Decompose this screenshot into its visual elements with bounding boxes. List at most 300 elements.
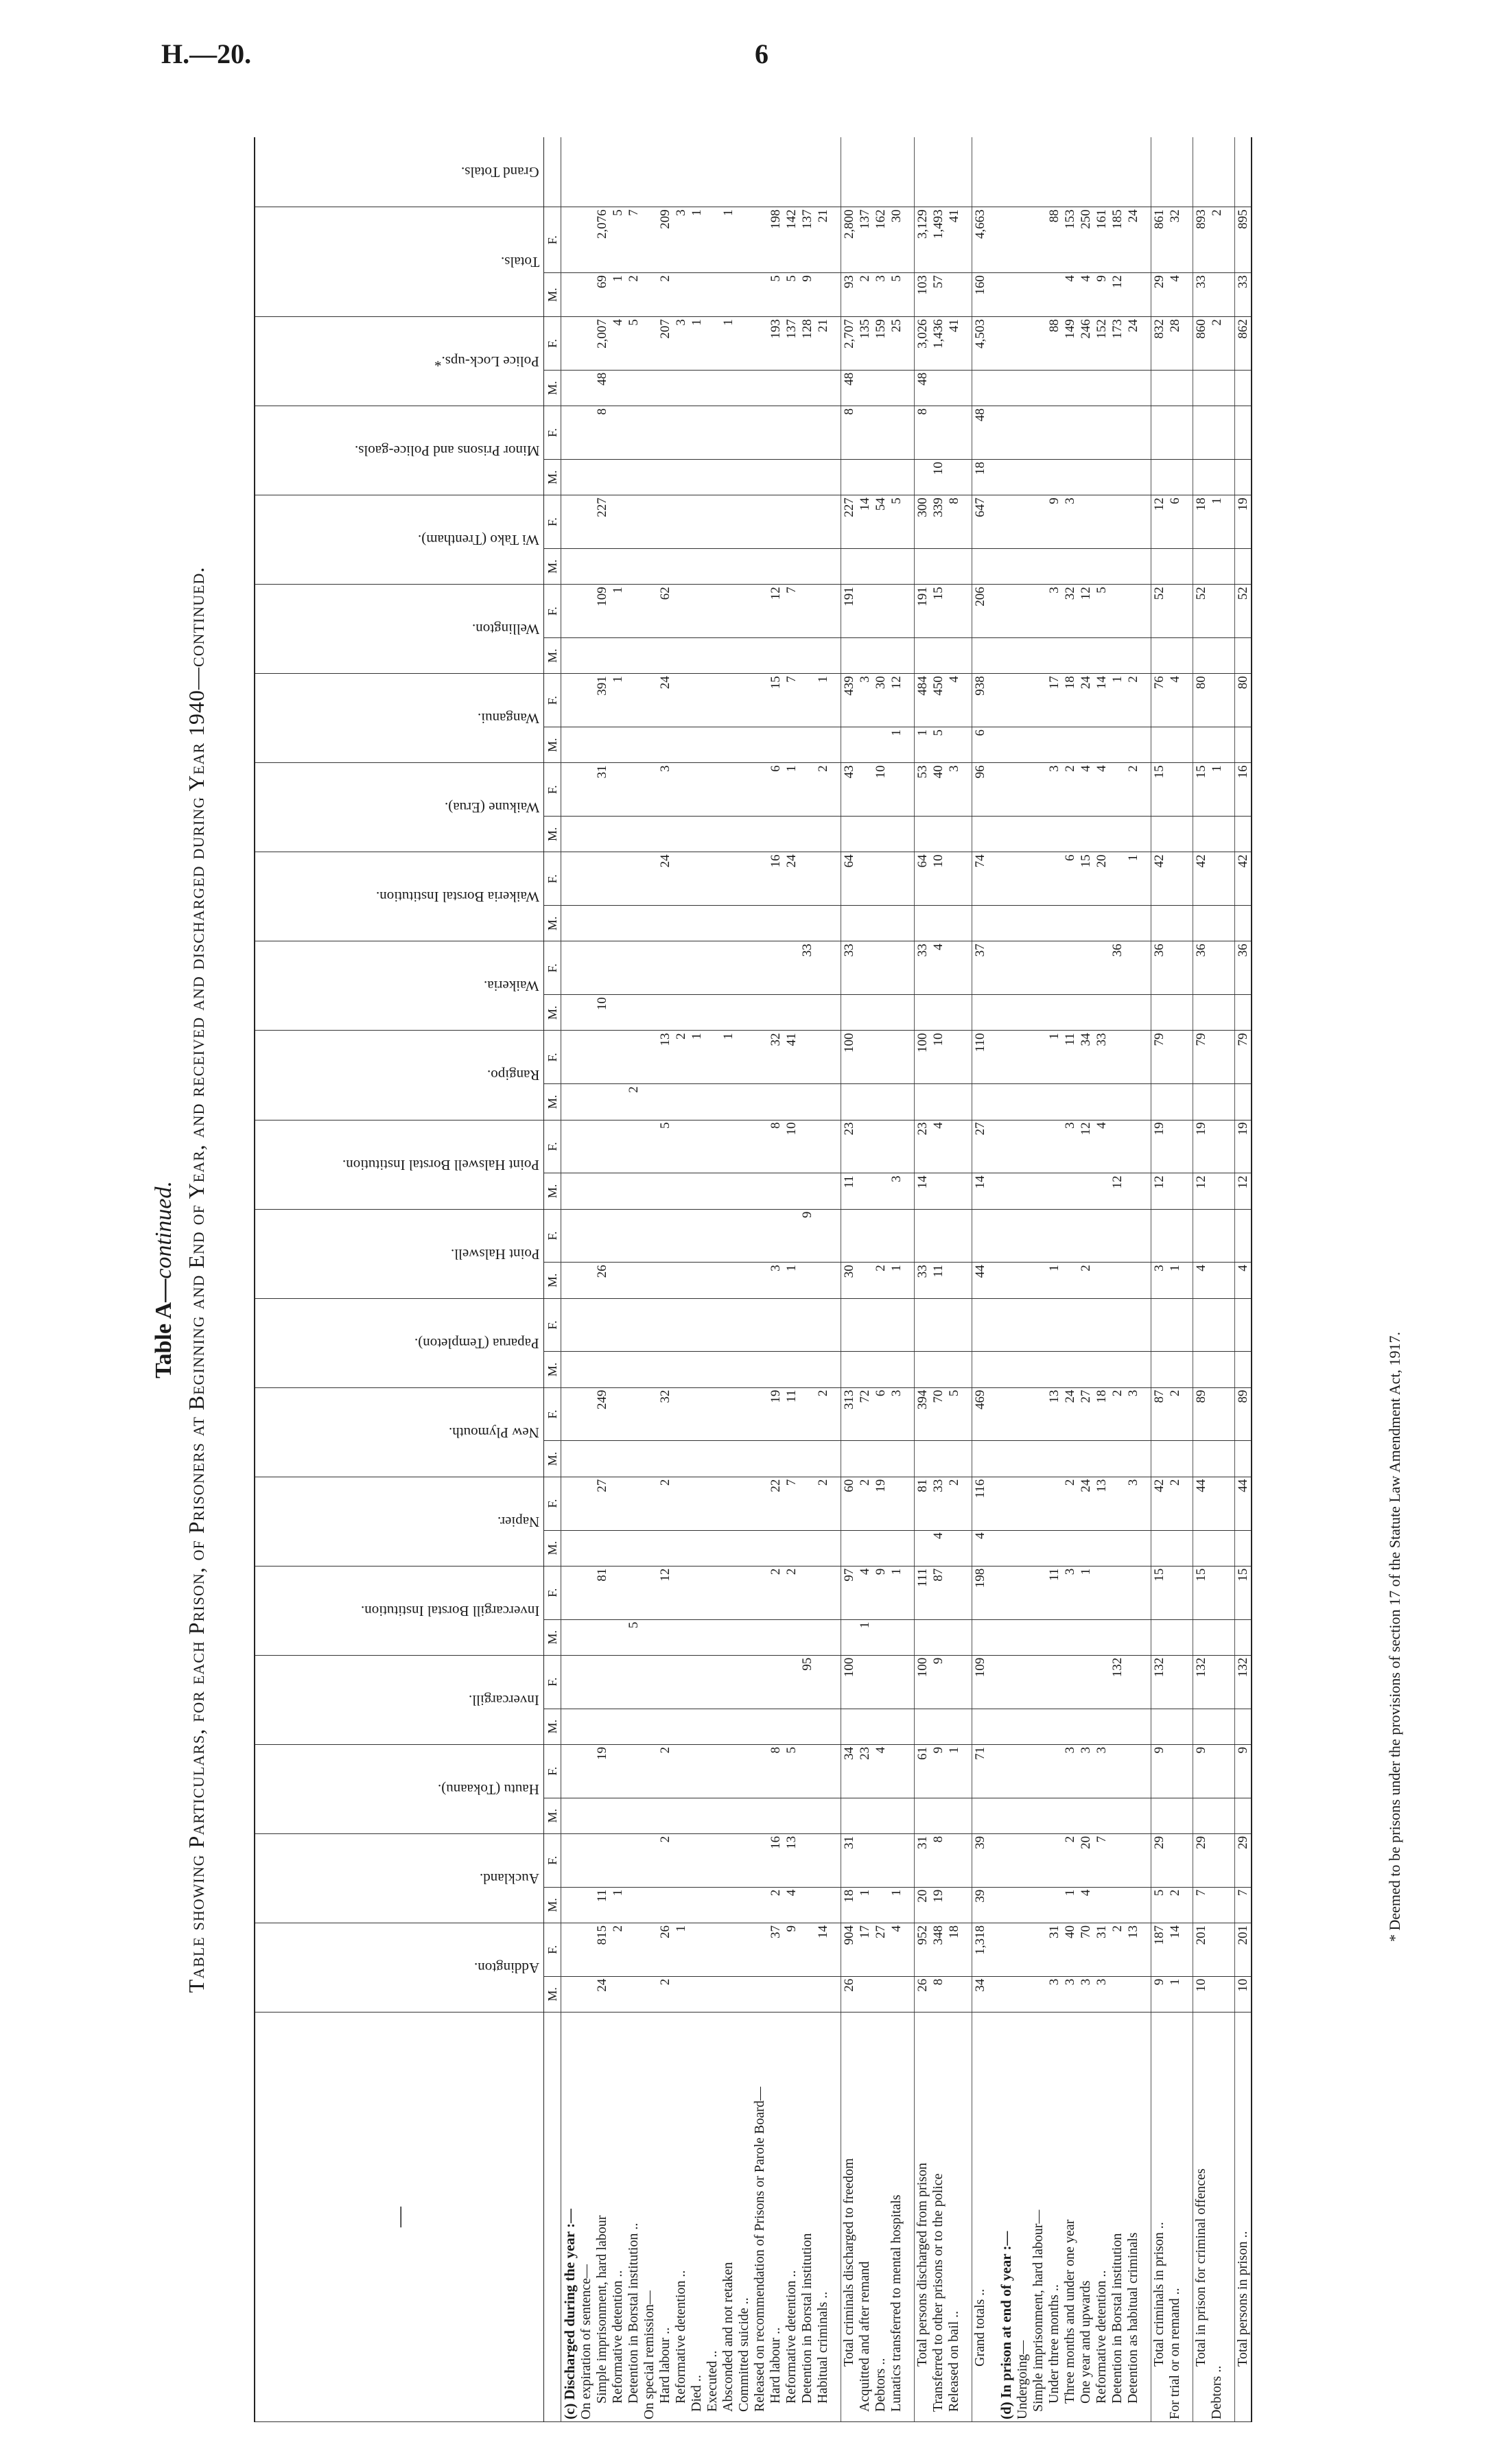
table-cell	[841, 549, 858, 585]
table-cell	[1125, 1209, 1141, 1263]
female-subheader: F.	[544, 1120, 561, 1173]
table-cell: 1	[689, 317, 705, 371]
table-cell	[1046, 137, 1062, 207]
table-cell: 8	[768, 1744, 784, 1798]
table-cell	[752, 1976, 768, 2012]
table-cell	[815, 1352, 831, 1387]
table-cell	[610, 137, 626, 207]
table-cell	[1015, 1477, 1031, 1530]
table-cell	[720, 852, 736, 906]
table-cell	[784, 638, 799, 674]
table-cell	[736, 763, 752, 817]
table-cell	[1094, 1173, 1110, 1209]
table-cell: 862	[1235, 317, 1252, 371]
table-cell	[673, 1477, 689, 1530]
table-cell	[673, 549, 689, 585]
table-cell: 860	[1193, 317, 1210, 371]
table-cell	[705, 727, 720, 763]
table-row	[972, 137, 989, 2422]
table-cell: 100	[841, 1031, 858, 1084]
table-row	[1062, 137, 1078, 2422]
table-cell	[1046, 273, 1062, 317]
table-row	[594, 137, 610, 2422]
table-cell	[1235, 1441, 1252, 1477]
table-cell	[784, 817, 799, 852]
table-cell	[1125, 585, 1141, 638]
table-cell	[736, 1477, 752, 1530]
table-cell	[561, 406, 579, 460]
table-cell	[784, 370, 799, 406]
table-cell	[1125, 817, 1141, 852]
table-cell	[1062, 406, 1078, 460]
table-cell	[578, 1173, 594, 1209]
table-cell	[720, 1976, 736, 2012]
table-cell	[1046, 549, 1062, 585]
table-cell: 40	[1062, 1923, 1078, 1976]
row-label: Hard labour ..	[657, 2012, 673, 2421]
table-cell	[873, 941, 889, 995]
table-cell	[642, 727, 657, 763]
table-cell	[930, 1352, 946, 1387]
table-cell	[689, 1976, 705, 2012]
table-cell: 14	[1167, 1923, 1183, 1976]
table-cell	[1110, 852, 1125, 906]
table-cell: 30	[873, 674, 889, 727]
table-cell	[1015, 549, 1031, 585]
table-cell	[1125, 1887, 1141, 1923]
table-cell	[873, 1887, 889, 1923]
table-cell	[561, 207, 579, 273]
table-cell	[946, 1173, 962, 1209]
table-cell	[642, 995, 657, 1031]
stub-header: —	[255, 2012, 544, 2421]
table-cell	[815, 1566, 831, 1619]
table-cell	[736, 317, 752, 371]
table-cell	[578, 495, 594, 549]
table-cell	[1110, 906, 1125, 941]
table-cell	[1046, 1084, 1062, 1120]
table-cell: 42	[1235, 852, 1252, 906]
table-cell	[784, 459, 799, 495]
table-cell: 36	[1110, 941, 1125, 995]
row-label: Total in prison for criminal offences	[1193, 2012, 1210, 2421]
table-cell: 32	[657, 1387, 673, 1441]
table-cell: 2	[657, 1744, 673, 1798]
table-cell	[720, 406, 736, 460]
table-cell	[657, 1352, 673, 1387]
table-cell	[626, 137, 642, 207]
table-cell	[673, 1887, 689, 1923]
table-cell: 81	[915, 1477, 931, 1530]
female-subheader: F.	[544, 852, 561, 906]
table-cell	[705, 1887, 720, 1923]
table-cell: 1,493	[930, 207, 946, 273]
table-cell	[673, 995, 689, 1031]
table-cell	[642, 1120, 657, 1173]
table-cell: 5	[946, 1387, 962, 1441]
table-cell	[626, 1298, 642, 1352]
table-cell	[1125, 1833, 1141, 1887]
table-cell	[1094, 1209, 1110, 1263]
table-cell	[1046, 852, 1062, 906]
male-subheader: M.	[544, 273, 561, 317]
table-cell	[998, 817, 1015, 852]
table-cell	[561, 1655, 579, 1709]
table-cell	[626, 1530, 642, 1566]
table-cell: 187	[1151, 1923, 1168, 1976]
table-cell	[736, 941, 752, 995]
table-cell	[1046, 1798, 1062, 1833]
table-cell: 18	[1193, 495, 1210, 549]
table-cell	[915, 1530, 931, 1566]
table-cell	[736, 995, 752, 1031]
table-cell: 227	[594, 495, 610, 549]
table-cell	[657, 727, 673, 763]
table-cell	[720, 763, 736, 817]
table-cell	[642, 370, 657, 406]
table-cell	[1031, 273, 1046, 317]
table-cell: 4	[1078, 273, 1094, 317]
column-header: Point Halswell.	[255, 1209, 544, 1298]
table-cell: 160	[972, 273, 989, 317]
table-cell	[799, 906, 815, 941]
table-cell	[736, 1566, 752, 1619]
table-cell	[561, 763, 579, 817]
table-cell	[1110, 1566, 1125, 1619]
table-cell: 42	[1193, 852, 1210, 906]
table-cell	[594, 1084, 610, 1120]
table-cell: 3	[1062, 1976, 1078, 2012]
table-cell	[1209, 1387, 1225, 1441]
table-cell	[1046, 1298, 1062, 1352]
table-cell	[1193, 1619, 1210, 1655]
row-label: Simple imprisonment, hard labour—	[1031, 2012, 1046, 2421]
table-cell: 18	[1094, 1387, 1110, 1441]
table-cell: 100	[915, 1655, 931, 1709]
table-cell	[815, 1084, 831, 1120]
table-cell	[873, 727, 889, 763]
table-cell	[642, 906, 657, 941]
table-cell	[1094, 1084, 1110, 1120]
table-cell	[752, 995, 768, 1031]
table-cell	[626, 1655, 642, 1709]
table-cell: 39	[972, 1887, 989, 1923]
table-cell	[1031, 1887, 1046, 1923]
table-cell: 5	[768, 273, 784, 317]
table-cell	[1167, 941, 1183, 995]
table-cell: 10	[930, 1031, 946, 1084]
column-header: Wellington.	[255, 585, 544, 674]
table-cell	[705, 1031, 720, 1084]
table-cell	[752, 459, 768, 495]
table-cell	[720, 1298, 736, 1352]
table-cell	[752, 1387, 768, 1441]
table-cell: 69	[594, 273, 610, 317]
table-cell	[998, 727, 1015, 763]
table-cell	[1151, 1084, 1168, 1120]
table-cell: 15	[1193, 1566, 1210, 1619]
table-cell: 162	[873, 207, 889, 273]
table-cell	[689, 273, 705, 317]
table-cell	[642, 1833, 657, 1887]
table-cell: 31	[594, 763, 610, 817]
table-cell	[784, 1655, 799, 1709]
table-cell: 1	[889, 1887, 904, 1923]
table-cell	[689, 1477, 705, 1530]
table-cell: 13	[1046, 1387, 1062, 1441]
table-cell	[1125, 370, 1141, 406]
row-label: Died ..	[689, 2012, 705, 2421]
table-cell	[1031, 1477, 1046, 1530]
table-cell	[1151, 1709, 1168, 1744]
table-cell	[998, 852, 1015, 906]
male-subheader: M.	[544, 1530, 561, 1566]
table-cell	[915, 1209, 931, 1263]
table-cell: 10	[1193, 1976, 1210, 2012]
table-cell	[1151, 1209, 1168, 1263]
table-cell	[578, 1566, 594, 1619]
table-cell	[815, 1709, 831, 1744]
table-cell	[815, 1209, 831, 1263]
table-cell	[594, 941, 610, 995]
table-cell	[561, 1387, 579, 1441]
table-cell	[642, 1263, 657, 1298]
table-cell	[626, 1798, 642, 1833]
table-cell	[1078, 1709, 1094, 1744]
table-cell	[998, 1298, 1015, 1352]
table-cell	[689, 906, 705, 941]
table-cell	[610, 1566, 626, 1619]
table-cell	[946, 1441, 962, 1477]
table-cell	[720, 1655, 736, 1709]
table-cell	[561, 1744, 579, 1798]
table-cell: 3	[1125, 1477, 1141, 1530]
table-cell	[705, 1209, 720, 1263]
table-cell: 24	[1078, 674, 1094, 727]
column-header: Waikeria.	[255, 941, 544, 1031]
table-cell	[626, 1833, 642, 1887]
male-subheader: M.	[544, 549, 561, 585]
table-cell	[1031, 1798, 1046, 1833]
table-cell	[768, 1976, 784, 2012]
table-cell	[815, 406, 831, 460]
table-cell: 4,503	[972, 317, 989, 371]
table-row	[857, 137, 873, 2422]
table-cell	[1209, 1923, 1225, 1976]
table-cell	[752, 941, 768, 995]
table-cell	[930, 1441, 946, 1477]
table-cell	[594, 1441, 610, 1477]
table-cell	[946, 941, 962, 995]
table-cell: 185	[1110, 207, 1125, 273]
table-cell: 8	[930, 1976, 946, 2012]
table-cell	[768, 370, 784, 406]
table-cell: 12	[889, 674, 904, 727]
table-cell	[1078, 137, 1094, 207]
table-cell	[1015, 1209, 1031, 1263]
table-cell: 54	[873, 495, 889, 549]
table-cell	[720, 995, 736, 1031]
table-cell	[705, 906, 720, 941]
table-cell	[998, 137, 1015, 207]
table-cell	[768, 638, 784, 674]
table-cell: 2	[657, 1833, 673, 1887]
table-cell	[1062, 1709, 1078, 1744]
table-cell	[889, 852, 904, 906]
table-cell	[815, 852, 831, 906]
table-cell	[1046, 1655, 1062, 1709]
table-cell	[642, 1352, 657, 1387]
table-cell: 2	[815, 763, 831, 817]
table-cell	[799, 1477, 815, 1530]
table-cell	[594, 852, 610, 906]
table-cell: 52	[1235, 585, 1252, 638]
table-cell: 1	[1209, 763, 1225, 817]
table-cell	[1094, 1441, 1110, 1477]
table-cell	[720, 1209, 736, 1263]
table-cell: 2	[1110, 1923, 1125, 1976]
table-cell	[799, 817, 815, 852]
female-subheader: F.	[544, 1833, 561, 1887]
table-cell	[915, 137, 931, 207]
table-cell	[594, 1120, 610, 1173]
table-cell: 36	[1151, 941, 1168, 995]
table-cell	[1151, 817, 1168, 852]
table-cell: 137	[857, 207, 873, 273]
table-cell: 3	[1062, 1744, 1078, 1798]
table-cell	[799, 406, 815, 460]
table-cell: 9	[1094, 273, 1110, 317]
table-cell	[561, 674, 579, 727]
table-cell	[768, 1530, 784, 1566]
table-cell	[578, 638, 594, 674]
table-cell: 9	[930, 1655, 946, 1709]
table-cell	[1015, 1655, 1031, 1709]
table-cell	[1062, 1441, 1078, 1477]
table-cell	[1167, 1530, 1183, 1566]
table-cell	[673, 638, 689, 674]
table-cell: 16	[768, 1833, 784, 1887]
table-cell	[799, 1709, 815, 1744]
table-row	[784, 137, 799, 2422]
table-cell	[768, 1709, 784, 1744]
table-cell	[705, 763, 720, 817]
row-label: Reformative detention ..	[673, 2012, 689, 2421]
table-cell: 1	[1125, 852, 1141, 906]
table-cell: 29	[1151, 273, 1168, 317]
table-cell	[998, 406, 1015, 460]
table-cell	[720, 1798, 736, 1833]
table-cell	[1031, 941, 1046, 995]
table-cell: 4	[1193, 1263, 1210, 1298]
table-cell	[705, 1387, 720, 1441]
table-cell	[815, 638, 831, 674]
table-cell	[642, 1744, 657, 1798]
row-label: Simple imprisonment, hard labour	[594, 2012, 610, 2421]
table-cell	[594, 1619, 610, 1655]
table-cell: 6	[972, 727, 989, 763]
table-cell	[1094, 1263, 1110, 1298]
table-cell	[578, 1352, 594, 1387]
table-cell	[799, 1441, 815, 1477]
table-cell	[1110, 1798, 1125, 1833]
table-cell	[720, 273, 736, 317]
row-label: Hard labour ..	[768, 2012, 784, 2421]
table-cell	[889, 549, 904, 585]
column-header: Rangipo.	[255, 1031, 544, 1120]
table-cell	[815, 1744, 831, 1798]
table-cell	[561, 273, 579, 317]
table-cell: 24	[784, 852, 799, 906]
table-cell	[930, 1709, 946, 1744]
table-cell	[657, 459, 673, 495]
table-cell	[673, 1709, 689, 1744]
table-cell	[1110, 763, 1125, 817]
table-cell	[689, 1209, 705, 1263]
table-cell	[1193, 370, 1210, 406]
table-cell	[705, 941, 720, 995]
table-cell: 5	[1151, 1887, 1168, 1923]
table-cell	[578, 273, 594, 317]
table-cell: 132	[1151, 1655, 1168, 1709]
table-cell: 1	[1062, 1887, 1078, 1923]
table-cell	[736, 1173, 752, 1209]
table-cell	[873, 585, 889, 638]
table-cell: 7	[784, 1477, 799, 1530]
table-cell	[642, 1031, 657, 1084]
male-subheader: M.	[544, 459, 561, 495]
table-cell	[610, 995, 626, 1031]
table-cell	[626, 370, 642, 406]
table-cell	[752, 137, 768, 207]
table-cell	[642, 1655, 657, 1709]
table-cell	[1235, 1530, 1252, 1566]
table-cell	[889, 1833, 904, 1887]
table-cell	[736, 638, 752, 674]
table-cell	[610, 1530, 626, 1566]
table-cell	[799, 727, 815, 763]
table-cell	[799, 585, 815, 638]
document-id: H.—20.	[161, 38, 252, 69]
table-cell	[578, 852, 594, 906]
table-cell	[857, 1709, 873, 1744]
table-cell	[768, 137, 784, 207]
table-cell	[1125, 1744, 1141, 1798]
table-cell	[736, 1976, 752, 2012]
table-cell	[561, 1798, 579, 1833]
table-cell	[642, 763, 657, 817]
table-cell	[689, 1352, 705, 1387]
table-cell: 27	[1078, 1387, 1094, 1441]
table-cell: 152	[1094, 317, 1110, 371]
table-cell: 81	[594, 1566, 610, 1619]
table-cell	[561, 1833, 579, 1887]
table-cell	[594, 1298, 610, 1352]
table-cell	[873, 137, 889, 207]
table-row	[962, 137, 972, 2422]
table-cell	[857, 1084, 873, 1120]
table-cell	[673, 1655, 689, 1709]
table-cell	[594, 137, 610, 207]
table-cell: 6	[1167, 495, 1183, 549]
table-cell	[1110, 585, 1125, 638]
table-cell	[752, 638, 768, 674]
table-cell	[705, 273, 720, 317]
table-cell	[799, 1744, 815, 1798]
table-cell	[998, 317, 1015, 371]
table-cell: 52	[1151, 585, 1168, 638]
table-cell: 41	[946, 207, 962, 273]
